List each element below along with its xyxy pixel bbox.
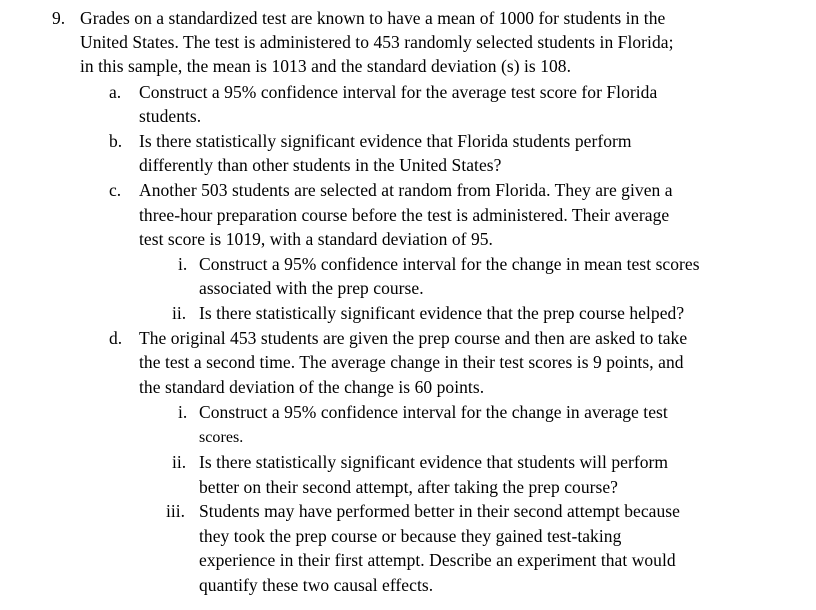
part-d-ii-label: ii.: [172, 452, 187, 472]
part-d-iii-line: experience in their first attempt. Describe an experiment that would: [199, 550, 676, 570]
part-c-ii-label: ii.: [172, 303, 187, 323]
part-b-line: Is there statistically significant evidence that Florida students perform: [139, 131, 632, 151]
part-b-label: b.: [109, 131, 123, 151]
part-a-label: a.: [109, 82, 122, 102]
part-d-label: d.: [109, 328, 123, 348]
part-d-iii-label: iii.: [166, 501, 185, 521]
part-d-i-line: Construct a 95% confidence interval for the change in average test: [199, 402, 668, 422]
part-d-i-label: i.: [178, 402, 188, 422]
part-d-iii-line: quantify these two causal effects.: [199, 575, 434, 595]
question-stem-line: in this sample, the mean is 1013 and the standard deviation (s) is 108.: [80, 56, 572, 76]
part-c-label: c.: [109, 180, 122, 200]
part-c-i-label: i.: [178, 254, 188, 274]
part-c-i-line: Construct a 95% confidence interval for the change in mean test scores: [199, 254, 700, 274]
part-d-line: the test a second time. The average change in their test scores is 9 points, and: [139, 352, 684, 372]
part-c-ii-line: Is there statistically significant evidence that the prep course helped?: [199, 303, 685, 323]
question-number: 9.: [52, 8, 66, 28]
part-d-iii-line: Students may have performed better in their second attempt because: [199, 501, 680, 521]
part-c-line: three-hour preparation course before the test is administered. Their average: [139, 205, 670, 225]
part-a-line: Construct a 95% confidence interval for the average test score for Florida: [139, 82, 658, 102]
part-d-ii-line: Is there statistically significant evidence that students will perform: [199, 452, 669, 472]
part-d-ii-line: better on their second attempt, after taking the prep course?: [199, 477, 618, 497]
question-stem-line: Grades on a standardized test are known to have a mean of 1000 for students in the: [80, 8, 666, 28]
part-d-line: the standard deviation of the change is 60 points.: [139, 377, 485, 397]
question-stem-line: United States. The test is administered to 453 randomly selected students in Florida;: [80, 32, 674, 52]
part-d-iii-line: they took the prep course or because they gained test-taking: [199, 526, 622, 546]
part-b-line: differently than other students in the United States?: [139, 155, 502, 175]
part-c-i-line: associated with the prep course.: [199, 278, 424, 298]
part-c-line: test score is 1019, with a standard deviation of 95.: [139, 229, 493, 249]
part-a-line: students.: [139, 106, 202, 126]
part-d-i-line: scores.: [199, 429, 244, 446]
part-c-line: Another 503 students are selected at random from Florida. They are given a: [139, 180, 673, 200]
part-d-line: The original 453 students are given the prep course and then are asked to take: [139, 328, 688, 348]
